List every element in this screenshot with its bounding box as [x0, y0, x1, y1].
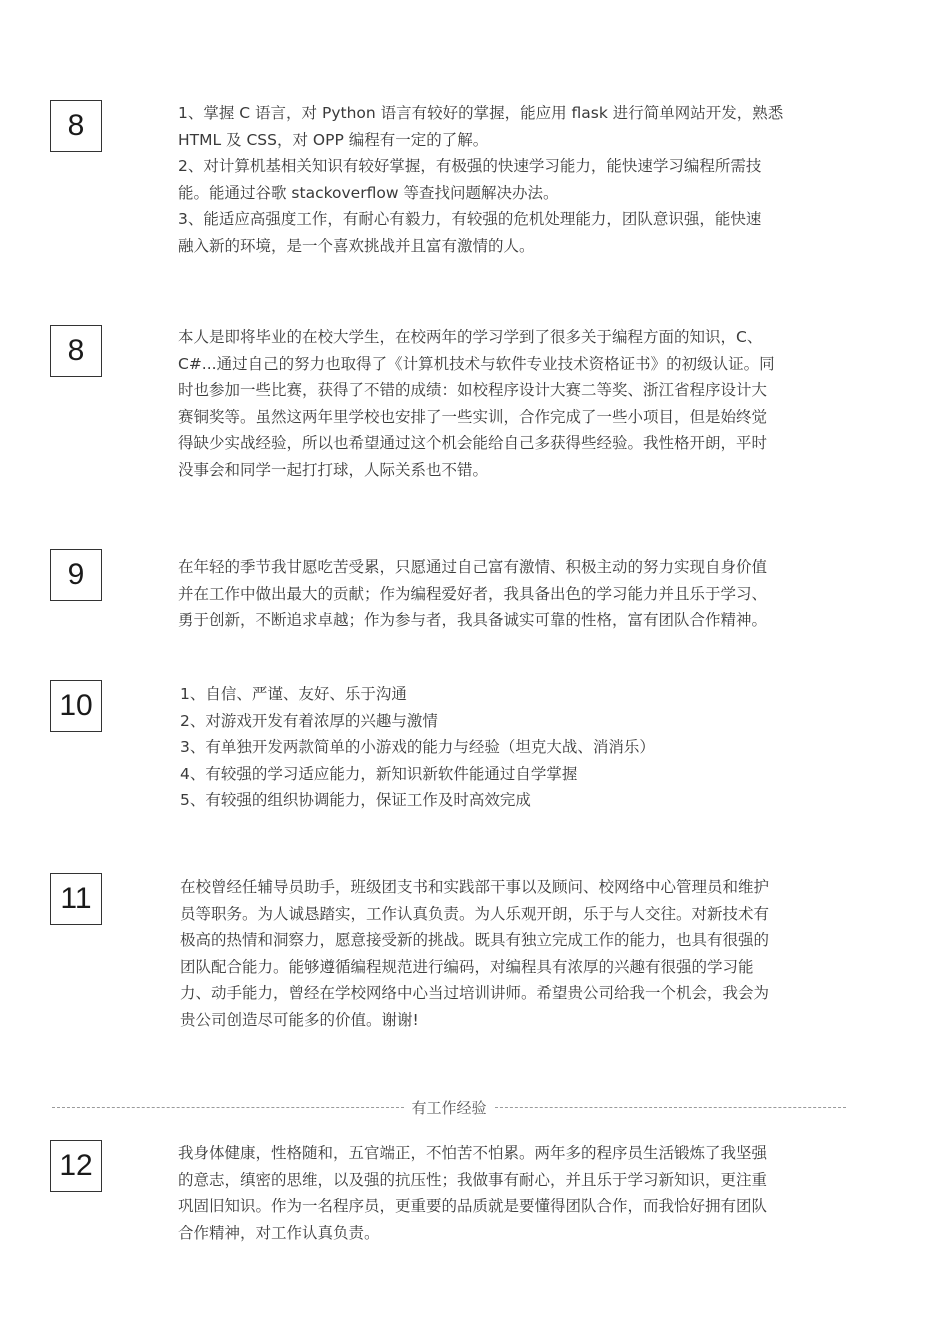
entry-line: 3、能适应高强度工作，有耐心有毅力，有较强的危机处理能力，团队意识强，能快速: [178, 210, 762, 228]
entry-line: 没事会和同学一起打打球，人际关系也不错。: [178, 460, 489, 479]
entry-line: 1、自信、严谨、友好、乐于沟通: [180, 685, 407, 703]
entry-line: 员等职务。为人诚恳踏实，工作认真负责。为人乐观开朗，乐于与人交往。对新技术有: [180, 904, 770, 923]
entry-line: 2、对游戏开发有着浓厚的兴趣与激情: [180, 711, 438, 730]
entry-line: 2、对计算机基相关知识有较好掌握，有极强的快速学习能力，能快速学习编程所需技: [178, 157, 762, 175]
score-box: 11: [50, 873, 102, 925]
entry-line: 并在工作中做出最大的贡献；作为编程爱好者，我具备出色的学习能力并且乐于学习、: [178, 584, 768, 603]
entry-line: 时也参加一些比赛，获得了不错的成绩：如校程序设计大赛二等奖、浙江省程序设计大: [178, 381, 768, 399]
entry-text: [178, 1140, 820, 1246]
score-box: 9: [50, 549, 102, 601]
entry-text: [178, 554, 820, 634]
section-divider-label: 有工作经验: [411, 1098, 487, 1117]
entry-line: 3、有单独开发两款简单的小游戏的能力与经验（坦克大战、消消乐）: [180, 738, 655, 756]
score-box: 12: [50, 1140, 102, 1192]
entry-text: [180, 681, 822, 814]
score-box: 8: [50, 325, 102, 377]
section-divider: [52, 1096, 846, 1118]
entry-line: 极高的热情和洞察力，愿意接受新的挑战。既具有独立完成工作的能力，也具有很强的: [180, 931, 770, 949]
entry-line: 在校曾经任辅导员助手，班级团支书和实践部干事以及顾问、校网络中心管理员和维护: [180, 878, 770, 896]
entry-line: 巩固旧知识。作为一名程序员，更重要的品质就是要懂得团队合作，而我恰好拥有团队: [178, 1197, 768, 1215]
entry-line: 融入新的环境，是一个喜欢挑战并且富有激情的人。: [178, 236, 535, 255]
entry-line: 我身体健康，性格随和，五官端正，不怕苦不怕累。两年多的程序员生活锻炼了我坚强: [178, 1144, 768, 1162]
entry-line: 的意志，缜密的思维，以及强的抗压性；我做事有耐心，并且乐于学习新知识，更注重: [178, 1170, 768, 1189]
entry-line: 5、有较强的组织协调能力，保证工作及时高效完成: [180, 791, 531, 809]
score-box: 8: [50, 100, 102, 152]
entry-line: 能。能通过谷歌 stackoverflow 等查找问题解决办法。: [178, 183, 559, 202]
entry-line: C#...通过自己的努力也取得了《计算机技术与软件专业技术资格证书》的初级认证。同: [178, 354, 775, 373]
entry-line: 在年轻的季节我甘愿吃苦受累，只愿通过自己富有激情、积极主动的努力实现自身价值: [178, 558, 768, 576]
entry-line: 团队配合能力。能够遵循编程规范进行编码，对编程具有浓厚的兴趣有很强的学习能: [180, 957, 754, 976]
entry-line: 贵公司创造尽可能多的价值。谢谢!: [180, 1010, 419, 1029]
entry-line: 赛铜奖等。虽然这两年里学校也安排了一些实训，合作完成了一些小项目，但是始终觉: [178, 407, 768, 426]
entry-text: [180, 874, 822, 1033]
entry-text: [178, 324, 820, 483]
entry-line: 合作精神，对工作认真负责。: [178, 1223, 380, 1242]
divider-dash-left: [52, 1107, 404, 1108]
score-box: 10: [50, 680, 102, 732]
entry-line: 得缺少实战经验，所以也希望通过这个机会能给自己多获得些经验。我性格开朗，平时: [178, 434, 768, 452]
entry-line: 力、动手能力，曾经在学校网络中心当过培训讲师。希望贵公司给我一个机会，我会为: [180, 984, 770, 1002]
entry-line: 1、掌握 C 语言，对 Python 语言有较好的掌握，能应用 flask 进行简单网站开发，熟悉: [178, 104, 784, 122]
entry-line: 4、有较强的学习适应能力，新知识新软件能通过自学掌握: [180, 764, 578, 783]
entry-line: HTML 及 CSS，对 OPP 编程有一定的了解。: [178, 130, 489, 149]
divider-dash-right: [495, 1107, 847, 1108]
entry-line: 本人是即将毕业的在校大学生，在校两年的学习学到了很多关于编程方面的知识，C、: [178, 328, 763, 346]
entry-line: 勇于创新，不断追求卓越；作为参与者，我具备诚实可靠的性格，富有团队合作精神。: [178, 611, 768, 629]
entry-text: [178, 100, 820, 259]
